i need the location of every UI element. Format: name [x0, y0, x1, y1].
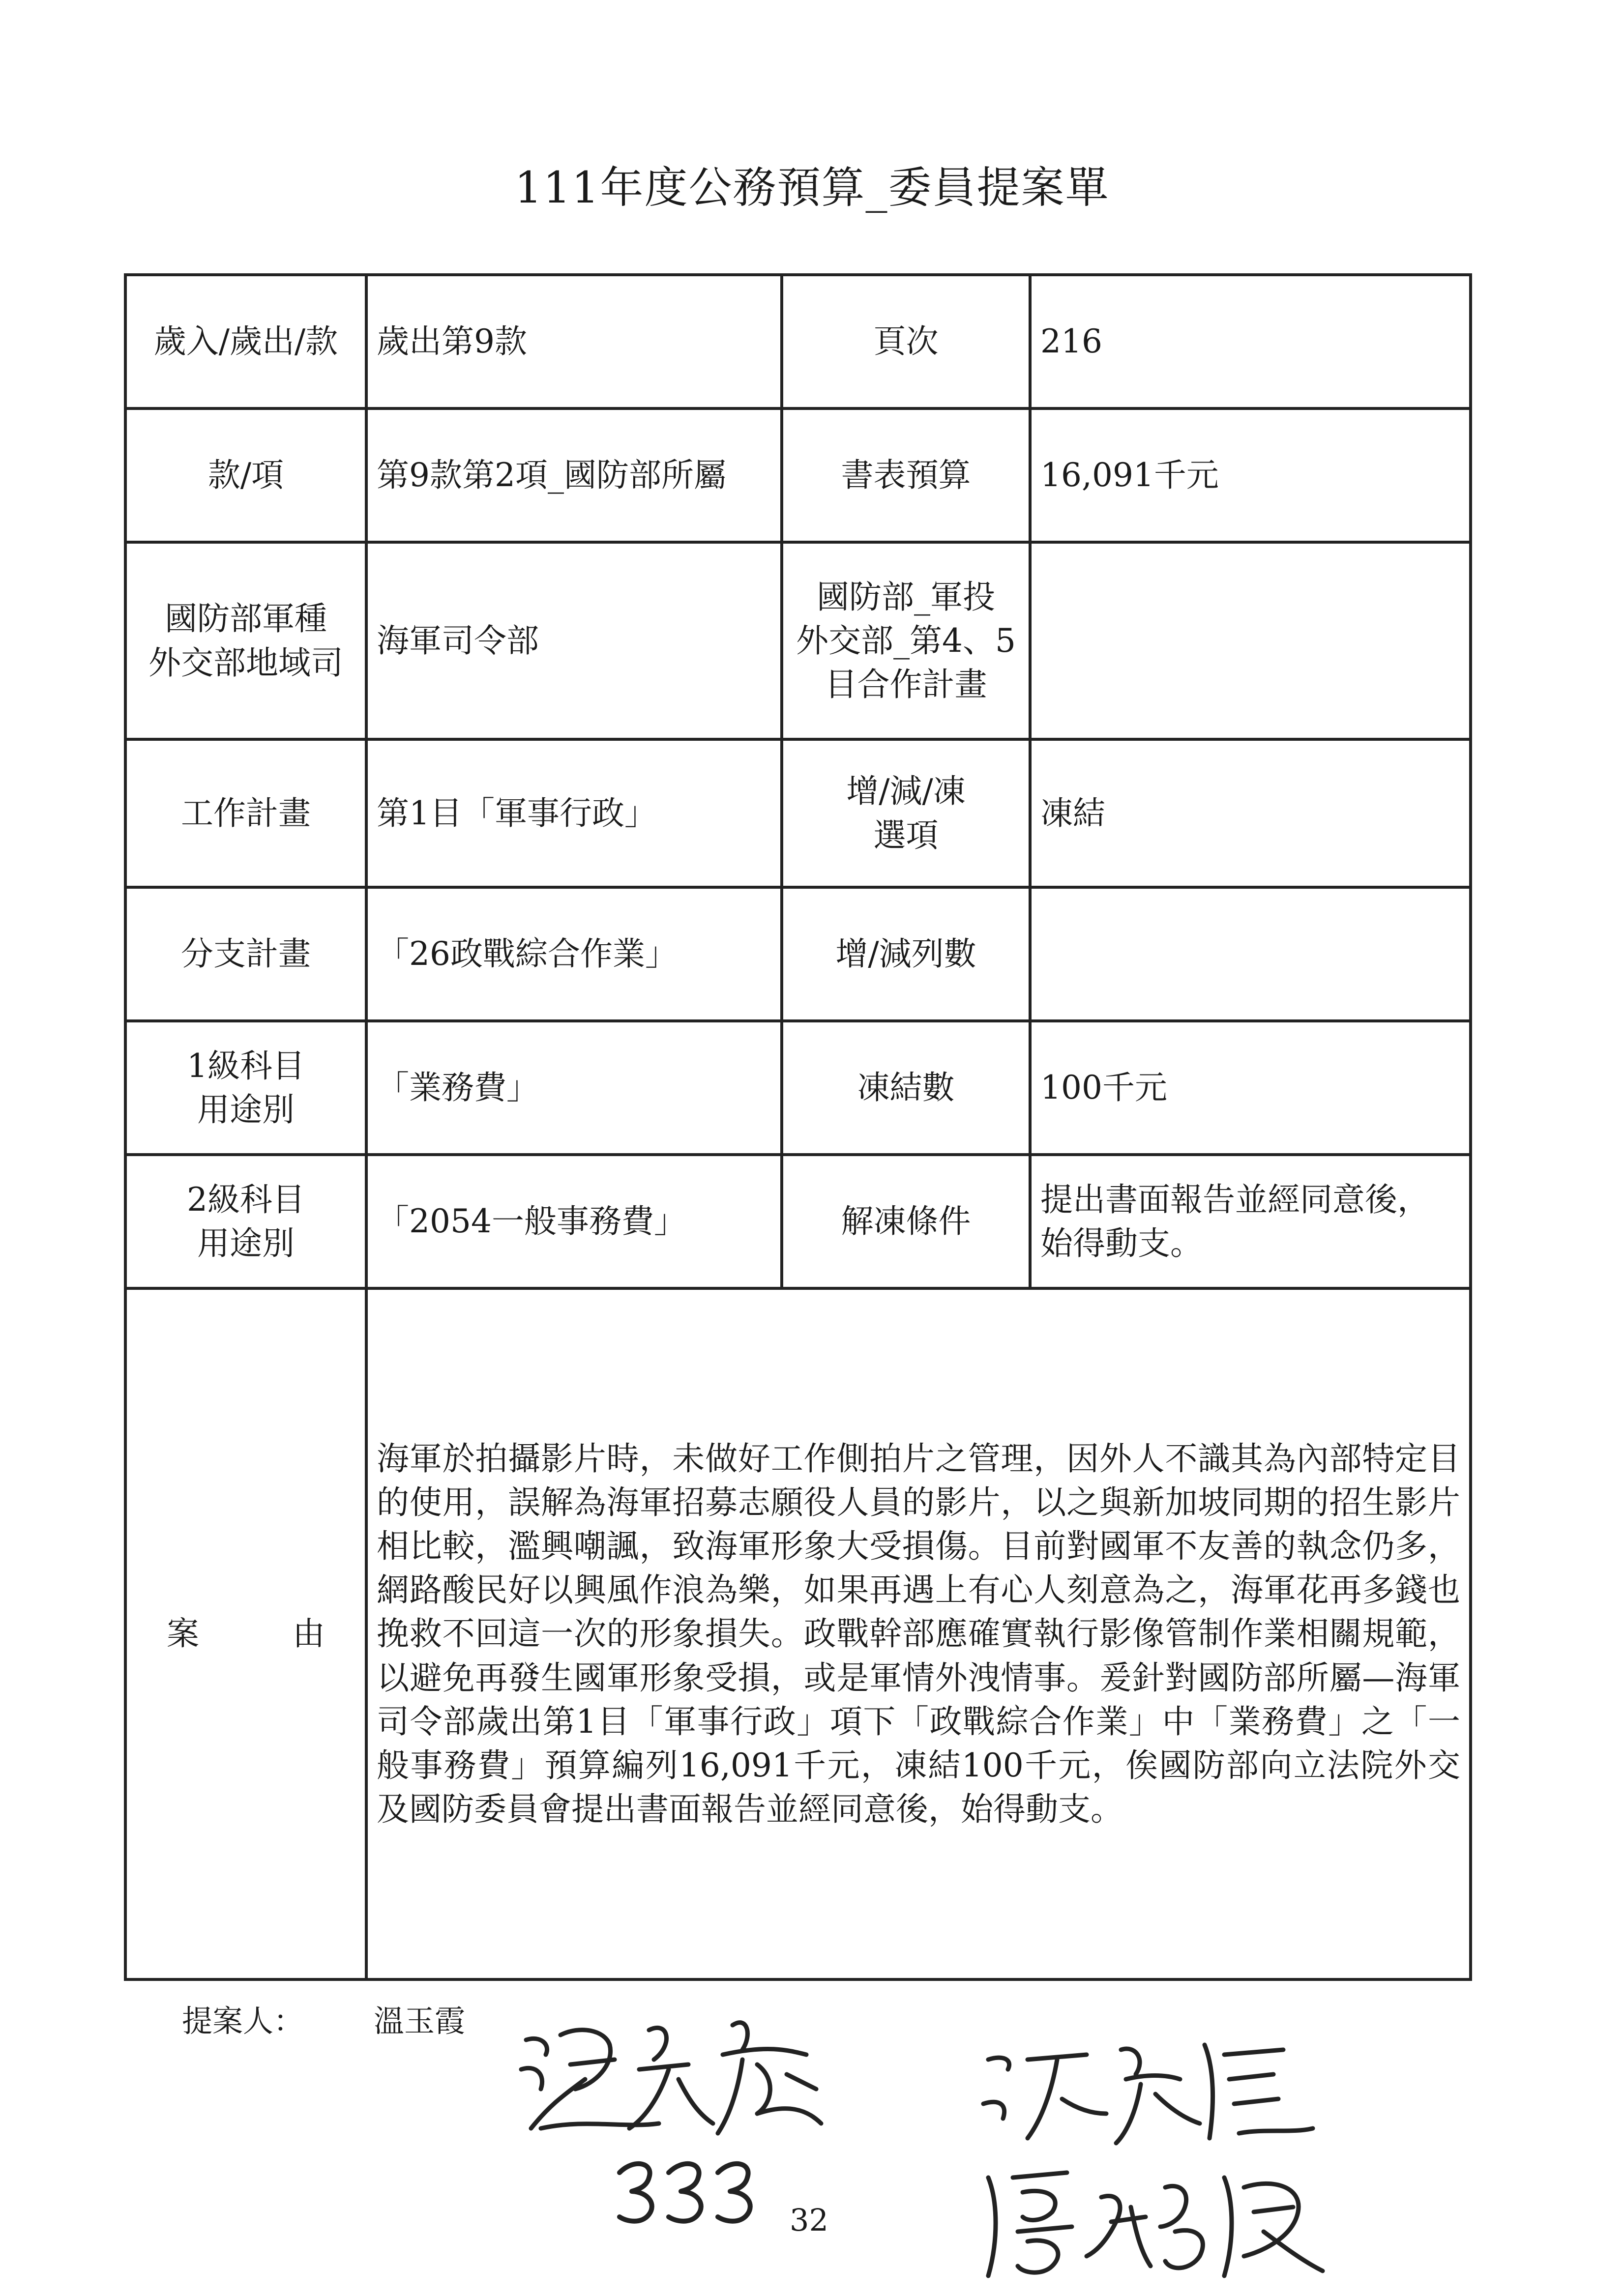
- label-cell: 2級科目 用途別: [125, 1155, 366, 1288]
- form-row: [125, 408, 1471, 542]
- label-cell: 書表預算: [782, 408, 1030, 542]
- value-cell: 第1目「軍事行政」: [366, 739, 782, 887]
- reason-row: [125, 1288, 1471, 1979]
- proposer-name: 溫玉霞: [374, 2003, 466, 2039]
- reason-label: [125, 1288, 366, 1979]
- label-cell: 工作計畫: [125, 739, 366, 887]
- value-cell: 海軍司令部: [366, 542, 782, 739]
- label-cell: 1級科目 用途別: [125, 1021, 366, 1155]
- label-cell: 歲入/歲出/款: [125, 275, 366, 408]
- label-cell: 解凍條件: [782, 1155, 1030, 1288]
- value-cell: 「業務費」: [366, 1021, 782, 1155]
- label-cell: 增/減列數: [782, 887, 1030, 1021]
- value-cell: 「2054一般事務費」: [366, 1155, 782, 1288]
- label-cell: 增/減/凍 選項: [782, 739, 1030, 887]
- form-row: [125, 887, 1471, 1021]
- handwritten-signature: [511, 2005, 856, 2148]
- form-row: [125, 739, 1471, 887]
- value-cell: 216: [1030, 275, 1471, 408]
- value-cell: 提出書面報告並經同意後， 始得動支。: [1030, 1155, 1471, 1288]
- proposal-form-table: [124, 273, 1472, 1981]
- handwritten-number: [610, 2153, 767, 2232]
- proposer-label: 提案人：: [182, 2003, 304, 2039]
- value-cell: [1030, 542, 1471, 739]
- label-cell: 頁次: [782, 275, 1030, 408]
- value-cell: 凍結: [1030, 739, 1471, 887]
- form-row: [125, 542, 1471, 739]
- page-number: 32: [790, 2202, 828, 2238]
- value-cell: 第9款第2項_國防部所屬: [366, 408, 782, 542]
- reason-label-left: 案: [167, 1615, 199, 1653]
- value-cell: 「26政戰綜合作業」: [366, 887, 782, 1021]
- label-cell: 凍結數: [782, 1021, 1030, 1155]
- value-cell: 歲出第9款: [366, 275, 782, 408]
- label-cell: 款/項: [125, 408, 366, 542]
- reason-text: 海軍於拍攝影片時，未做好工作側拍片之管理，因外人不識其為內部特定目的使用，誤解為海軍招募志願役人員的影片，以之與新加坡同期的招生影片相比較，濫興嘲諷，致海軍形象大受損傷。目前對國軍不友善的執念仍多，網路酸民好以興風作浪為樂，如果再遇上有心人刻意為之，海軍花再多錢也挽救不回這一次的形象損失。政戰幹部應確實執行影像管制作業相關規範，以避免再發生國軍形象受損，或是軍情外洩情事。爰針對國防部所屬—海軍司令部歲出第1目「軍事行政」項下「政戰綜合作業」中「業務費」之「一般事務費」預算編列16,091千元，凍結100千元，俟國防部向立法院外交及國防委員會提出書面報告並經同意後，始得動支。: [366, 1288, 1471, 1979]
- label-cell: 國防部_軍投 外交部_第4、5 目合作計畫: [782, 542, 1030, 739]
- value-cell: [1030, 887, 1471, 1021]
- value-cell: 16,091千元: [1030, 408, 1471, 542]
- handwritten-signature: [978, 2030, 1332, 2148]
- value-cell: 100千元: [1030, 1021, 1471, 1155]
- reason-label-right: 由: [293, 1615, 325, 1653]
- label-cell: 分支計畫: [125, 887, 366, 1021]
- page-title: 111年度公務預算_委員提案單: [514, 162, 1110, 213]
- handwritten-signature: [969, 2158, 1342, 2286]
- form-row: [125, 1155, 1471, 1288]
- label-cell: 國防部軍種 外交部地域司: [125, 542, 366, 739]
- form-row: [125, 1021, 1471, 1155]
- form-row: [125, 275, 1471, 408]
